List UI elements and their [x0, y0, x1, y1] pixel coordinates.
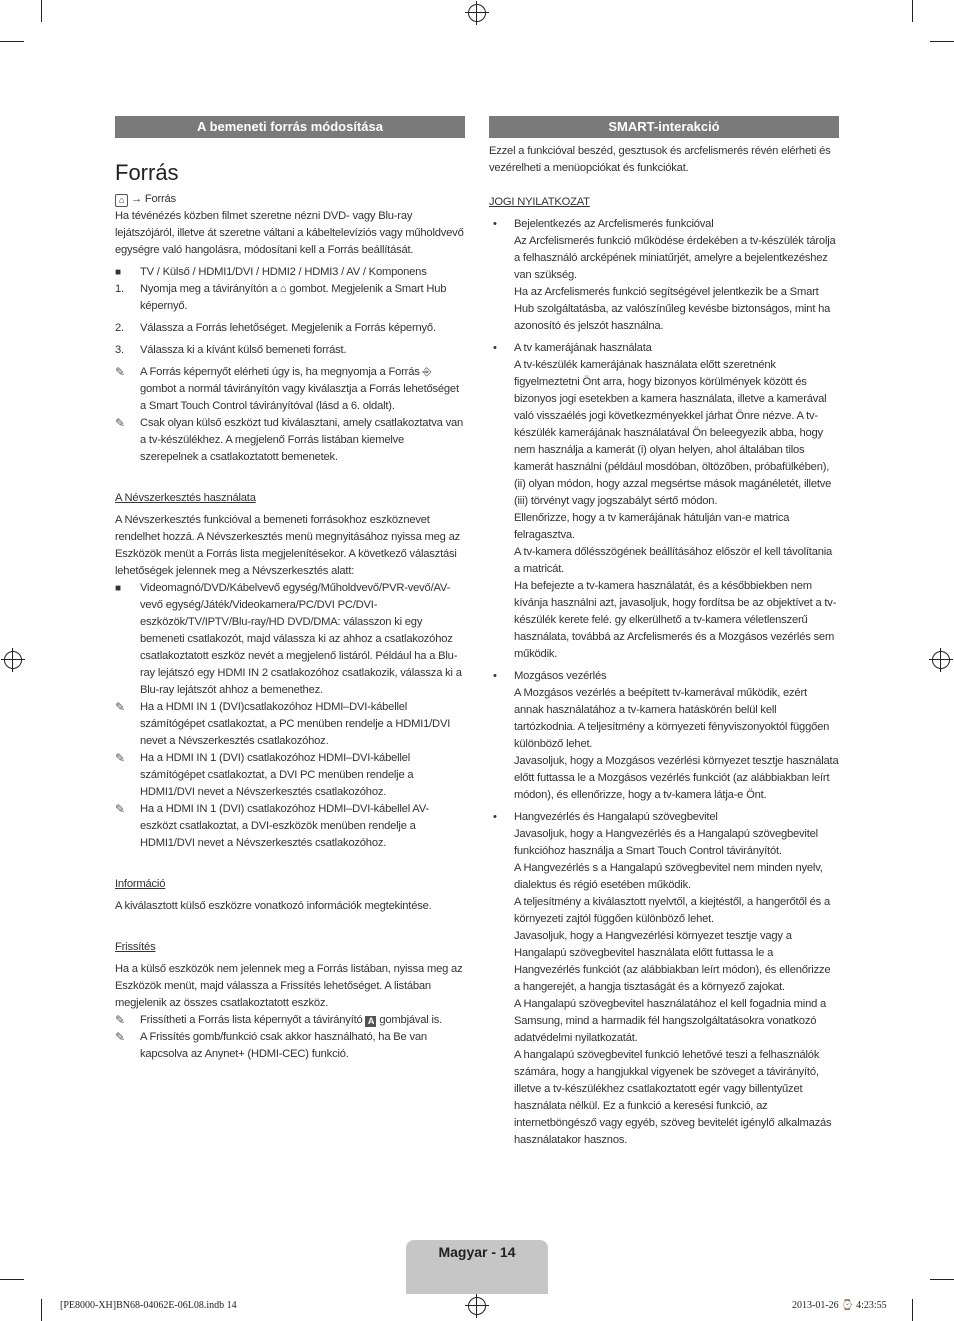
paragraph: Javasoljuk, hogy a Hangvezérlési környezet tesztje vagy a Hangalapú szövegbevitel használata előtt futtassa le a Hangvezérlés funkciót (az alábbiakban leírt módon), és ellenőrizze a hangerejét, a hangja tisztaságát és a környező zajokat. [514, 930, 831, 993]
section-header: A bemeneti forrás módosítása [115, 116, 465, 138]
crop-mark [0, 1279, 24, 1280]
crop-mark [912, 0, 913, 22]
bullet-icon: • [493, 342, 497, 354]
paragraph: A teljesítmény a kiválasztott nyelvtől, a kiejtéstől, a hangerőtől és a környezeti zajtól függően különböző lehet. [514, 896, 831, 925]
note: ✎ Ha a HDMI IN 1 (DVI) csatlakozóhoz HDMI–DVI-kábellel számítógépet csatlakoztat, a DVI PC menüben rendelje a HDMI1/DVI nevet a Névszerkesztés csatlakozóhoz. [115, 750, 465, 801]
crop-mark [41, 0, 42, 22]
page-number-tab [406, 1240, 548, 1294]
paragraph: A Névszerkesztés funkcióval a bemeneti forrásokhoz eszköznevet rendelhet hozzá. A Névszerkesztés menü megnyitásához nyissa meg az Eszközök menüt a Forrás lista megjelenítésekor. A következő választási lehetőségek jelennek meg a Névszerkesztés alatt: [115, 514, 460, 577]
note-pencil-icon: ✎ [115, 416, 125, 430]
note-pencil-icon: ✎ [115, 365, 125, 379]
page-title: Forrás [115, 160, 179, 185]
note: ✎ Frissítheti a Forrás lista képernyőt a távirányító A gombjával is. [115, 1013, 443, 1027]
bullet-item: • Hangvezérlés és Hangalapú szövegbevitel [489, 809, 839, 826]
intro-text: Ezzel a funkcióval beszéd, gesztusok és arcfelismerés révén elérheti és vezérelheti a menüopciókat és funkciókat. [489, 145, 831, 174]
paragraph: A hangalapú szövegbevitel funkció lehetővé teszi a felhasználók számára, hogy a hangjukkal vigyenek be szöveget a távirányító, illetve a tv-készülékhez csatlakoztatott egér vagy billentyűzet használata nélkül. Ez a funkció a keresési funkció, az internetböngésző vagy egyéb, szöveg bevitelét igénylő alkalmazás használatakor hasznos. [514, 1049, 832, 1146]
bullet-item: • Mozgásos vezérlés [489, 668, 839, 685]
page-number: Magyar - 14 [438, 1244, 516, 1260]
device-list: ■ Videomagnó/DVD/Kábelvevő egység/Műholdvevő/PVR-vevő/AV-vevő egység/Játék/Videokamera/PC/DVI PC/DVI-eszközök/TV/IPTV/Blu-ray/HD DVD/DMA: válasszon ki egy bemeneti csatlakozót, majd válassza ki az ahhoz a csatlakozóhoz csatlakoztatott eszköz nevét a megjelenő listáról. Például ha a Blu-ray lejátszó egy HDMI IN 2 csatlakozóhoz csatlakozik, válassza ki a Blu-ray lejátszót ahhoz a bemenethez. [115, 580, 465, 699]
paragraph: Javasoljuk, hogy a Hangvezérlés és a Hangalapú szövegbevitel funkcióhoz használja a Smart Touch Control távirányítót. [514, 828, 818, 857]
note-pencil-icon: ✎ [115, 751, 125, 765]
note: ✎ A Forrás képernyőt elérheti úgy is, ha megnyomja a Forrás ⎆ gombot a normál távirányítón vagy kiválasztja a Forrás lehetőséget a Smart Touch Control távirányítóval (lásd a 6. oldalt). [115, 364, 465, 415]
registration-mark-icon [468, 4, 486, 22]
print-timestamp: 2013-01-26 ⌚ 4:23:55 [792, 1300, 887, 1311]
crop-mark [930, 41, 954, 42]
step: 1. Nyomja meg a távirányítón a ⌂ gombot. Megjelenik a Smart Hub képernyő. [115, 283, 447, 312]
paragraph: A kiválasztott külső eszközre vonatkozó információk megtekintése. [115, 900, 432, 912]
print-file-info: [PE8000-XH]BN68-04062E-06L08.indb 14 [60, 1300, 237, 1311]
menu-path: ⌂ → Forrás [115, 191, 465, 208]
registration-mark-icon [4, 651, 22, 669]
step: 3. Válassza ki a kívánt külső bemeneti forrást. [115, 344, 347, 356]
legal-heading: JOGI NYILATKOZAT [489, 196, 590, 208]
clock-icon: ⌚ [841, 1300, 854, 1311]
note-pencil-icon: ✎ [115, 802, 125, 816]
note: ✎ A Frissítés gomb/funkció csak akkor használható, ha Be van kapcsolva az Anynet+ (HDMI-CEC) funkció. [115, 1029, 465, 1063]
paragraph: Javasoljuk, hogy a Mozgásos vezérlési környezet tesztje használata előtt futtassa le a Mozgásos vezérlés funkciót (az alábbiakban leírt módon), és ellenőrizze, hogy a tv-kamera látja-e Önt. [514, 755, 839, 801]
crop-mark [41, 1299, 42, 1321]
bullet-item: • Bejelentkezés az Arcfelismerés funkcióval [489, 216, 839, 233]
step: 2. Válassza a Forrás lehetőséget. Megjelenik a Forrás képernyő. [115, 322, 436, 334]
paragraph: Ha az Arcfelismerés funkció segítségével jelentkezik be a Smart Hub szolgáltatásba, az valószínűleg kevésbe biztonságos, mint ha azonosító és jelszót használna. [514, 286, 831, 332]
crop-mark [912, 1299, 913, 1321]
paragraph: Az Arcfelismerés funkció működése érdekében a tv-készülék tárolja a felhasználó arcképének miniatűrjét, amelyre a bejelentkezéshez van szükség. [514, 235, 836, 281]
square-bullet-icon: ■ [115, 583, 121, 594]
bullet-icon: • [493, 811, 497, 823]
crop-mark [930, 1279, 954, 1280]
paragraph: A Hangvezérlés s a Hangalapú szövegbevitel nem minden nyelv, dialektus és régió esetében működik. [514, 862, 823, 891]
note-pencil-icon: ✎ [115, 1013, 125, 1027]
crop-mark [0, 41, 24, 42]
paragraph: Ellenőrizze, hogy a tv kamerájának hátulján van-e matrica felragasztva. [514, 512, 790, 541]
registration-mark-icon [468, 1297, 486, 1315]
a-button-icon: A [365, 1016, 376, 1027]
section-header: SMART-interakció [489, 116, 839, 138]
paragraph: A Mozgásos vezérlés a beépített tv-kamerával működik, ezért annak használatához a tv-kamera hatáskörén belül kell tartózkodnia. A teljesítmény a környezeti fényviszonyoktól függően különböző lehet. [514, 687, 830, 750]
subsection-heading: A Névszerkesztés használata [115, 492, 256, 504]
paragraph: Ha befejezte a tv-kamera használatát, és a későbbiekben nem kívánja használni azt, javasoljuk, hogy fordítsa be az objektívet a tv-készülék kerete felé. gy elkerülhető a tv-kamera véletlenszerű használata, továbbá az Arcfelismerés és a Mozgásos vezérlés sem működik. [514, 580, 837, 660]
note: ✎ Ha a HDMI IN 1 (DVI) csatlakozóhoz HDMI–DVI-kábellel AV-eszközt csatlakoztat, a DVI-eszközök menüben rendelje a HDMI1/DVI nevet a Névszerkesztés csatlakozóhoz. [115, 801, 465, 852]
registration-mark-icon [932, 651, 950, 669]
paragraph: A Hangalapú szövegbevitel használatához el kell fogadnia mind a Samsung, mind a harmadik fél hangszolgáltatásokra vonatkozó adatvédelmi nyilatkozatát. [514, 998, 827, 1044]
note-pencil-icon: ✎ [115, 700, 125, 714]
home-icon: ⌂ [115, 194, 128, 207]
source-list: ■ TV / Külső / HDMI1/DVI / HDMI2 / HDMI3 / AV / Komponens [115, 264, 465, 281]
paragraph: A tv-kamera dőlésszögének beállításához először el kell távolítania a matricát. [514, 546, 833, 575]
left-column [115, 116, 465, 1063]
paragraph: Ha a külső eszközök nem jelennek meg a Forrás listában, nyissa meg az Eszközök menüt, majd válassza a Frissítés lehetőséget. A listában megjelenik az összes csatlakoztatott eszköz. [115, 963, 463, 1009]
note: ✎ Csak olyan külső eszközt tud kiválasztani, amely csatlakoztatva van a tv-készülékhez. A megjelenő Forrás listában kiemelve szerepelnek a csatlakoztatott bemenetek. [115, 415, 465, 466]
square-bullet-icon: ■ [115, 267, 121, 278]
note: ✎ Ha a HDMI IN 1 (DVI)csatlakozóhoz HDMI–DVI-kábellel számítógépet csatlakoztat, a PC menüben rendelje a HDMI1/DVI nevet a Névszerkesztés csatlakozóhoz. [115, 699, 465, 750]
paragraph: A tv-készülék kamerájának használata előtt szeretnénk figyelmeztetni Önt arra, hogy bizonyos körülmények között és bizonyos jogi esetekben a kamera használata, illetve a kamerával való visszaélés jogi következményekkel járhat Önre nézve. A tv-készülék kamerájának használatával Ön beleegyezik abba, hogy nem használja a kamerát (i) olyan helyen, ahol általában tilos kamerát használni (például mosdóban, öltözőben, próbafülkében), (ii) olyan módon, hogy azzal megsértse mások magánéletét, illetve (iii) törvényt vagy jogszabályt sértő módon. [514, 359, 832, 507]
subsection-heading: Frissítés [115, 941, 156, 953]
note-pencil-icon: ✎ [115, 1030, 125, 1044]
intro-text: Ha tévénézés közben filmet szeretne nézni DVD- vagy Blu-ray lejátszójáról, illetve át szeretne váltani a kábeltelevíziós vagy műholdvevő egységre való hangolásra, módosítani kell a Forrás beállítását. [115, 210, 464, 256]
bullet-icon: • [493, 670, 497, 682]
bullet-item: • A tv kamerájának használata [489, 340, 839, 357]
subsection-heading: Információ [115, 878, 166, 890]
bullet-icon: • [493, 218, 497, 230]
right-column [489, 116, 839, 1149]
